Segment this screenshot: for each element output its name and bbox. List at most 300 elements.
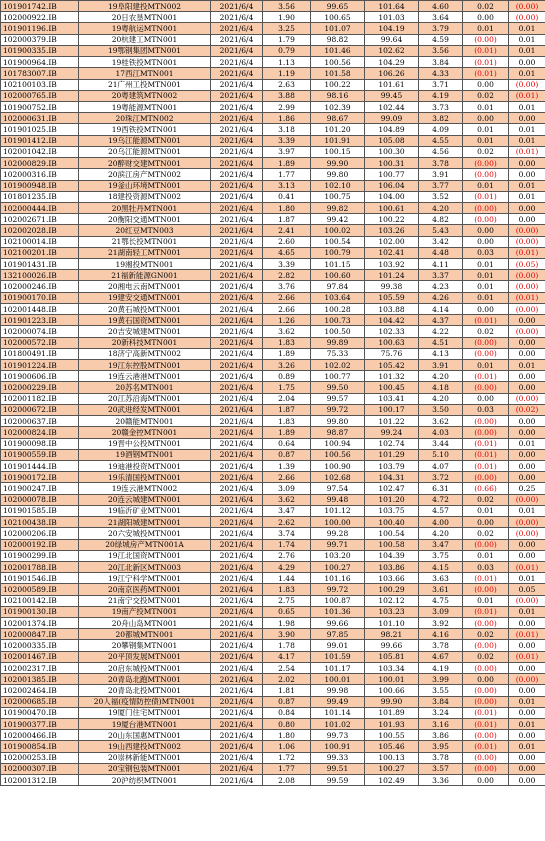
duration-cell: 1.87 [263, 214, 311, 225]
table-row [1, 550, 545, 561]
bond-name-cell: 20连云城建MTN001 [79, 494, 211, 505]
date-cell: 2021/6/4 [211, 1, 263, 12]
yield-cell: 4.22 [419, 326, 463, 337]
change-2-cell: (0.00) [509, 303, 545, 314]
bond-name-cell: 20宝钢包装MTN001 [79, 763, 211, 774]
bond-name-cell: 20赣金控MTN001 [79, 427, 211, 438]
date-cell: 2021/6/4 [211, 483, 263, 494]
dirty-price-cell: 104.42 [365, 315, 419, 326]
dirty-price-cell: 106.26 [365, 68, 419, 79]
change-2-cell: 0.00 [509, 550, 545, 561]
change-2-cell: 0.00 [509, 763, 545, 774]
bond-name-cell: 20六安城投MTN001 [79, 528, 211, 539]
duration-cell: 1.89 [263, 348, 311, 359]
date-cell: 2021/6/4 [211, 595, 263, 606]
dirty-price-cell: 104.31 [365, 472, 419, 483]
duration-cell: 1.87 [263, 404, 311, 415]
bond-name-cell: 20粤建筑MTN002 [79, 90, 211, 101]
bond-name-cell: 19晋中公投MTN001 [79, 438, 211, 449]
duration-cell: 1.83 [263, 584, 311, 595]
dirty-price-cell: 100.01 [365, 674, 419, 685]
bond-name-cell: 21湖阳城建MTN001 [79, 517, 211, 528]
yield-cell: 4.13 [419, 348, 463, 359]
bond-name-cell: 20绿城房产MTN001A [79, 539, 211, 550]
duration-cell: 1.78 [263, 640, 311, 651]
bond-name-cell: 18建投资源MTN002 [79, 191, 211, 202]
clean-price-cell: 100.91 [311, 741, 365, 752]
table-row [1, 539, 545, 550]
change-1-cell: (0.00) [463, 584, 509, 595]
yield-cell: 4.07 [419, 460, 463, 471]
change-1-cell: 0.02 [463, 326, 509, 337]
bond-name-cell: 19江东控股MTN001 [79, 360, 211, 371]
clean-price-cell: 97.85 [311, 629, 365, 640]
clean-price-cell: 100.28 [311, 303, 365, 314]
change-2-cell: (0.01) [509, 146, 545, 157]
duration-cell: 2.63 [263, 79, 311, 90]
bond-name-cell: 20醉财交建MTN001 [79, 158, 211, 169]
change-1-cell: (0.01) [463, 573, 509, 584]
table-row [1, 629, 545, 640]
bond-name-cell: 20苏名MTN001 [79, 382, 211, 393]
table-row [1, 191, 545, 202]
yield-cell: 3.71 [419, 79, 463, 90]
dirty-price-cell: 105.81 [365, 651, 419, 662]
change-2-cell: 0.00 [509, 371, 545, 382]
change-2-cell: (0.00) [509, 393, 545, 404]
dirty-price-cell: 100.61 [365, 202, 419, 213]
date-cell: 2021/6/4 [211, 191, 263, 202]
table-row [1, 584, 545, 595]
duration-cell: 0.41 [263, 191, 311, 202]
change-2-cell: 0.00 [509, 337, 545, 348]
duration-cell: 1.83 [263, 416, 311, 427]
change-1-cell: 0.01 [463, 23, 509, 34]
dirty-price-cell: 100.45 [365, 382, 419, 393]
clean-price-cell: 97.54 [311, 483, 365, 494]
yield-cell: 3.52 [419, 191, 463, 202]
duration-cell: 2.66 [263, 472, 311, 483]
bond-code-cell: 102002317.IB [1, 662, 79, 673]
change-2-cell: (0.00) [509, 1, 545, 12]
dirty-price-cell: 104.00 [365, 191, 419, 202]
duration-cell: 4.65 [263, 247, 311, 258]
yield-cell: 4.67 [419, 651, 463, 662]
change-1-cell: (0.01) [463, 741, 509, 752]
clean-price-cell: 99.65 [311, 1, 365, 12]
date-cell: 2021/6/4 [211, 629, 263, 640]
table-row [1, 449, 545, 460]
change-1-cell: 0.01 [463, 270, 509, 281]
clean-price-cell: 100.01 [311, 674, 365, 685]
yield-cell: 4.20 [419, 371, 463, 382]
clean-price-cell: 102.02 [311, 360, 365, 371]
duration-cell: 1.75 [263, 382, 311, 393]
clean-price-cell: 101.14 [311, 707, 365, 718]
bond-code-cell: 102100103.IB [1, 79, 79, 90]
table-row [1, 23, 545, 34]
bond-name-cell: 18济宁高新MTN002 [79, 348, 211, 359]
duration-cell: 4.17 [263, 651, 311, 662]
bond-name-cell: 21南宁交投MTN001 [79, 595, 211, 606]
change-1-cell: 0.03 [463, 404, 509, 415]
clean-price-cell: 99.51 [311, 763, 365, 774]
dirty-price-cell: 104.29 [365, 57, 419, 68]
bond-name-cell: 19乌江能源MTN001 [79, 135, 211, 146]
change-2-cell: 0.00 [509, 707, 545, 718]
bond-name-cell: 19黄石国资MTN001 [79, 315, 211, 326]
yield-cell: 3.72 [419, 472, 463, 483]
clean-price-cell: 101.58 [311, 68, 365, 79]
duration-cell: 2.99 [263, 101, 311, 112]
bond-name-cell: 20杭建工MTN001 [79, 34, 211, 45]
dirty-price-cell: 101.89 [365, 707, 419, 718]
bond-name-cell: 20吉安城建MTN001 [79, 326, 211, 337]
bond-code-cell: 101901025.IB [1, 124, 79, 135]
yield-cell: 3.64 [419, 12, 463, 23]
dirty-price-cell: 103.41 [365, 393, 419, 404]
clean-price-cell: 100.79 [311, 247, 365, 258]
clean-price-cell: 101.12 [311, 505, 365, 516]
clean-price-cell: 99.50 [311, 382, 365, 393]
clean-price-cell: 99.33 [311, 752, 365, 763]
change-1-cell: (0.00) [463, 472, 509, 483]
dirty-price-cell: 98.21 [365, 629, 419, 640]
bond-code-cell: 102000253.IB [1, 752, 79, 763]
duration-cell: 4.29 [263, 561, 311, 572]
duration-cell: 2.54 [263, 662, 311, 673]
bond-name-cell: 20舟山岛MTN001 [79, 618, 211, 629]
bond-code-cell: 102000335.IB [1, 640, 79, 651]
bond-code-cell: 102000444.IB [1, 202, 79, 213]
clean-price-cell: 98.67 [311, 113, 365, 124]
change-2-cell: 0.01 [509, 68, 545, 79]
table-row [1, 685, 545, 696]
table-row [1, 326, 545, 337]
clean-price-cell: 98.87 [311, 427, 365, 438]
yield-cell: 4.82 [419, 214, 463, 225]
dirty-price-cell: 102.49 [365, 775, 419, 786]
bond-name-cell: 20日农垦MTN001 [79, 12, 211, 23]
clean-price-cell: 99.72 [311, 404, 365, 415]
table-row [1, 360, 545, 371]
date-cell: 2021/6/4 [211, 169, 263, 180]
yield-cell: 3.61 [419, 584, 463, 595]
date-cell: 2021/6/4 [211, 505, 263, 516]
yield-cell: 3.42 [419, 236, 463, 247]
change-2-cell: 0.01 [509, 101, 545, 112]
bond-code-cell: 102000589.IB [1, 584, 79, 595]
change-1-cell: (0.01) [463, 460, 509, 471]
change-1-cell: (0.00) [463, 640, 509, 651]
bond-code-cell: 101900752.IB [1, 101, 79, 112]
dirty-price-cell: 102.62 [365, 45, 419, 56]
change-1-cell: 0.01 [463, 595, 509, 606]
bond-code-cell: 101801235.IB [1, 191, 79, 202]
table-row [1, 12, 545, 23]
duration-cell: 3.09 [263, 483, 311, 494]
date-cell: 2021/6/4 [211, 696, 263, 707]
yield-cell: 4.15 [419, 561, 463, 572]
change-2-cell: 0.00 [509, 315, 545, 326]
bond-code-cell: 102000307.IB [1, 763, 79, 774]
change-1-cell: (0.00) [463, 618, 509, 629]
clean-price-cell: 99.71 [311, 539, 365, 550]
bond-code-cell: 102001374.IB [1, 618, 79, 629]
duration-cell: 1.83 [263, 337, 311, 348]
yield-cell: 3.78 [419, 158, 463, 169]
bond-name-cell: 20平顶发展MTN001 [79, 651, 211, 662]
table-row [1, 225, 545, 236]
duration-cell: 0.87 [263, 696, 311, 707]
table-row [1, 651, 545, 662]
change-2-cell: 0.00 [509, 460, 545, 471]
clean-price-cell: 99.89 [311, 337, 365, 348]
dirty-price-cell: 103.26 [365, 225, 419, 236]
dirty-price-cell: 100.55 [365, 730, 419, 741]
change-2-cell: (0.00) [509, 517, 545, 528]
table-row [1, 214, 545, 225]
date-cell: 2021/6/4 [211, 12, 263, 23]
table-row [1, 101, 545, 112]
change-2-cell: (0.00) [509, 12, 545, 23]
change-1-cell: 0.02 [463, 629, 509, 640]
change-1-cell: 0.00 [463, 303, 509, 314]
change-2-cell: (0.01) [509, 629, 545, 640]
table-row [1, 371, 545, 382]
change-1-cell: 0.01 [463, 360, 509, 371]
yield-cell: 3.91 [419, 169, 463, 180]
duration-cell: 1.13 [263, 57, 311, 68]
duration-cell: 2.62 [263, 517, 311, 528]
clean-price-cell: 100.90 [311, 460, 365, 471]
change-1-cell: 0.00 [463, 674, 509, 685]
bond-code-cell: 101901412.IB [1, 135, 79, 146]
date-cell: 2021/6/4 [211, 158, 263, 169]
bond-name-cell: 19阜阳建投MTN002 [79, 1, 211, 12]
bond-code-cell: 102000765.IB [1, 90, 79, 101]
table-row [1, 158, 545, 169]
bond-code-cell: 101900130.IB [1, 606, 79, 617]
change-1-cell: 0.00 [463, 225, 509, 236]
change-1-cell: 0.01 [463, 180, 509, 191]
change-1-cell: (0.01) [463, 191, 509, 202]
change-2-cell: 0.01 [509, 135, 545, 146]
table-row [1, 741, 545, 752]
change-2-cell: 0.00 [509, 775, 545, 786]
change-2-cell: 0.00 [509, 472, 545, 483]
date-cell: 2021/6/4 [211, 517, 263, 528]
table-row [1, 169, 545, 180]
dirty-price-cell: 100.13 [365, 752, 419, 763]
yield-cell: 3.92 [419, 618, 463, 629]
change-1-cell: 0.01 [463, 101, 509, 112]
dirty-price-cell: 99.24 [365, 427, 419, 438]
change-2-cell: 0.00 [509, 158, 545, 169]
date-cell: 2021/6/4 [211, 348, 263, 359]
change-1-cell: 0.01 [463, 124, 509, 135]
change-1-cell: (0.01) [463, 45, 509, 56]
change-2-cell: 0.01 [509, 438, 545, 449]
yield-cell: 4.03 [419, 427, 463, 438]
dirty-price-cell: 101.24 [365, 270, 419, 281]
table-row [1, 719, 545, 730]
date-cell: 2021/6/4 [211, 79, 263, 90]
yield-cell: 3.63 [419, 573, 463, 584]
dirty-price-cell: 100.22 [365, 214, 419, 225]
change-1-cell: 0.02 [463, 90, 509, 101]
bond-code-cell: 102000824.IB [1, 427, 79, 438]
bond-name-cell: 19厦门住宅MTN001 [79, 707, 211, 718]
clean-price-cell: 99.80 [311, 169, 365, 180]
dirty-price-cell: 75.76 [365, 348, 419, 359]
yield-cell: 4.56 [419, 146, 463, 157]
yield-cell: 3.78 [419, 640, 463, 651]
dirty-price-cell: 105.08 [365, 135, 419, 146]
duration-cell: 3.97 [263, 146, 311, 157]
dirty-price-cell: 103.66 [365, 573, 419, 584]
change-1-cell: 0.00 [463, 79, 509, 90]
dirty-price-cell: 101.93 [365, 719, 419, 730]
change-1-cell: (0.00) [463, 427, 509, 438]
bond-code-cell: 101901444.IB [1, 460, 79, 471]
clean-price-cell: 100.50 [311, 326, 365, 337]
change-1-cell: (0.00) [463, 202, 509, 213]
table-row [1, 561, 545, 572]
change-1-cell: 0.01 [463, 135, 509, 146]
bond-code-cell: 102100201.IB [1, 247, 79, 258]
bond-code-cell: 102000074.IB [1, 326, 79, 337]
table-row [1, 494, 545, 505]
bond-code-cell: 101901742.IB [1, 1, 79, 12]
clean-price-cell: 101.46 [311, 45, 365, 56]
yield-cell: 4.60 [419, 1, 463, 12]
table-row [1, 34, 545, 45]
bond-code-cell: 102000316.IB [1, 169, 79, 180]
change-1-cell: 0.01 [463, 292, 509, 303]
bond-name-cell: 20都城MTN001 [79, 629, 211, 640]
change-1-cell: 0.00 [463, 393, 509, 404]
change-1-cell: 0.01 [463, 550, 509, 561]
duration-cell: 1.72 [263, 752, 311, 763]
duration-cell: 1.90 [263, 12, 311, 23]
table-row [1, 68, 545, 79]
bond-name-cell: 19南产投MTN001 [79, 606, 211, 617]
date-cell: 2021/6/4 [211, 674, 263, 685]
bond-name-cell: 19粤能源MTN001 [79, 101, 211, 112]
table-row [1, 696, 545, 707]
bond-name-cell: 20新科技MTN001 [79, 337, 211, 348]
date-cell: 2021/6/4 [211, 550, 263, 561]
clean-price-cell: 99.82 [311, 202, 365, 213]
clean-price-cell: 100.60 [311, 270, 365, 281]
table-row [1, 45, 545, 56]
duration-cell: 1.19 [263, 68, 311, 79]
bond-code-cell: 102000229.IB [1, 382, 79, 393]
clean-price-cell: 100.75 [311, 191, 365, 202]
dirty-price-cell: 101.29 [365, 449, 419, 460]
duration-cell: 3.47 [263, 505, 311, 516]
yield-cell: 3.86 [419, 730, 463, 741]
bond-code-cell: 101901585.IB [1, 505, 79, 516]
bond-name-cell: 20红豆MTN003 [79, 225, 211, 236]
change-2-cell: (0.00) [509, 528, 545, 539]
change-1-cell: (0.00) [463, 158, 509, 169]
change-1-cell: (0.01) [463, 68, 509, 79]
duration-cell: 2.76 [263, 550, 311, 561]
duration-cell: 1.77 [263, 763, 311, 774]
duration-cell: 3.62 [263, 326, 311, 337]
duration-cell: 1.81 [263, 685, 311, 696]
duration-cell: 1.79 [263, 34, 311, 45]
dirty-price-cell: 102.41 [365, 247, 419, 258]
bond-code-cell: 101900172.IB [1, 472, 79, 483]
change-1-cell: 0.02 [463, 494, 509, 505]
duration-cell: 1.89 [263, 158, 311, 169]
dirty-price-cell: 102.33 [365, 326, 419, 337]
change-1-cell: (0.00) [463, 730, 509, 741]
bond-name-cell: 21广州工投MTN001 [79, 79, 211, 90]
date-cell: 2021/6/4 [211, 90, 263, 101]
duration-cell: 1.74 [263, 539, 311, 550]
dirty-price-cell: 104.19 [365, 23, 419, 34]
duration-cell: 1.98 [263, 618, 311, 629]
clean-price-cell: 99.01 [311, 640, 365, 651]
duration-cell: 3.25 [263, 23, 311, 34]
clean-price-cell: 100.02 [311, 225, 365, 236]
duration-cell: 1.86 [263, 113, 311, 124]
bond-name-cell: 20乌江能源MTN001 [79, 146, 211, 157]
yield-cell: 5.10 [419, 449, 463, 460]
table-row [1, 662, 545, 673]
change-2-cell: 0.00 [509, 382, 545, 393]
duration-cell: 2.82 [263, 270, 311, 281]
bond-name-cell: 19山西建投MTN002 [79, 741, 211, 752]
change-2-cell: (0.02) [509, 404, 545, 415]
change-1-cell: 0.00 [463, 236, 509, 247]
change-2-cell: 0.00 [509, 57, 545, 68]
table-row [1, 752, 545, 763]
table-row [1, 135, 545, 146]
bond-code-cell: 102001385.IB [1, 674, 79, 685]
clean-price-cell: 99.49 [311, 696, 365, 707]
change-2-cell: (0.00) [509, 225, 545, 236]
dirty-price-cell: 101.20 [365, 494, 419, 505]
yield-cell: 5.43 [419, 225, 463, 236]
date-cell: 2021/6/4 [211, 382, 263, 393]
dirty-price-cell: 99.64 [365, 34, 419, 45]
bond-code-cell: 101900335.IB [1, 45, 79, 56]
dirty-price-cell: 106.04 [365, 180, 419, 191]
table-row [1, 775, 545, 786]
change-2-cell: (0.00) [509, 79, 545, 90]
duration-cell: 3.90 [263, 629, 311, 640]
change-2-cell: 0.01 [509, 23, 545, 34]
date-cell: 2021/6/4 [211, 730, 263, 741]
change-2-cell: 0.01 [509, 573, 545, 584]
clean-price-cell: 75.33 [311, 348, 365, 359]
yield-cell: 3.95 [419, 741, 463, 752]
clean-price-cell: 99.73 [311, 730, 365, 741]
change-1-cell: 0.03 [463, 247, 509, 258]
bond-code-cell: 102000631.IB [1, 113, 79, 124]
date-cell: 2021/6/4 [211, 281, 263, 292]
date-cell: 2021/6/4 [211, 775, 263, 786]
table-row [1, 763, 545, 774]
table-row [1, 730, 545, 741]
change-1-cell: 0.02 [463, 651, 509, 662]
date-cell: 2021/6/4 [211, 472, 263, 483]
